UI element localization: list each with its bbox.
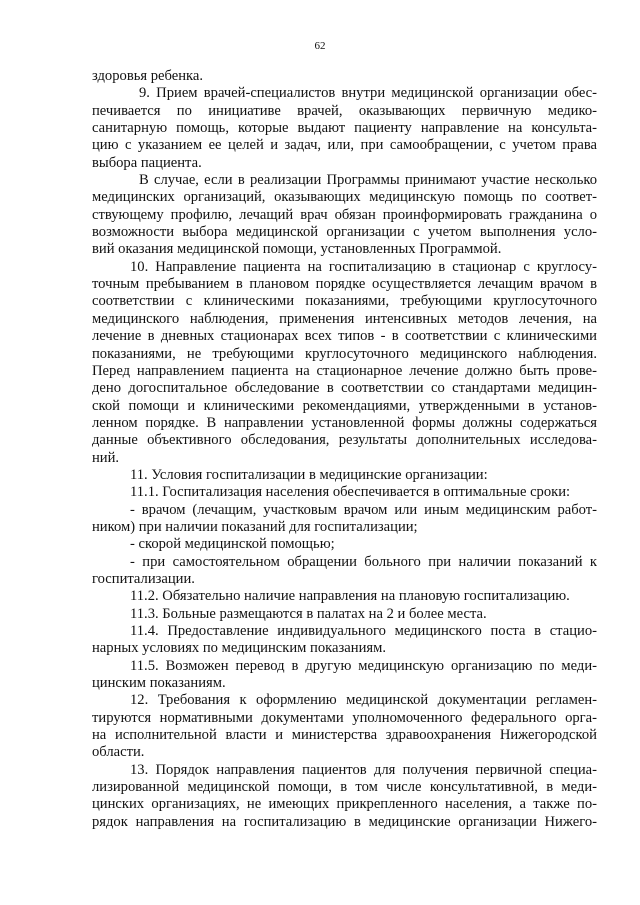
text-line: медицинских организаций, оказывающих медицинскую помощь по соответ- [92, 189, 597, 206]
text-line: 12. Требования к оформлению медицинской документации регламен- [130, 692, 597, 709]
text-line: В случае, если в реализации Программы принимают участие несколько [139, 172, 597, 189]
document-body [92, 68, 597, 831]
text-line: лечение в дневных стационарах всех типов - в соответствии с клиническими [92, 328, 597, 345]
text-line: 9. Прием врачей-специалистов внутри медицинской организации обес- [139, 85, 597, 102]
text-line: цинских организациях, не имеющих прикрепленного населения, а также по- [92, 796, 597, 813]
text-line: показаниями, не требующими круглосуточного медицинского наблюдения. [92, 345, 597, 362]
text-line: точным пребыванием в плановом порядке осуществляется лечащим врачом в [92, 276, 597, 293]
text-line: дено догоспитальное обследование в соответствии со стандартами медицин- [92, 380, 597, 397]
text-line: ствующему профилю, лечащий врач обязан проинформировать гражданина о [92, 206, 597, 223]
text-line: тируются нормативными документами уполномоченного федерального орга- [92, 709, 597, 726]
text-line: 11. Условия госпитализации в медицинские организации: [130, 466, 488, 483]
text-line: цию с указанием ее целей и задач, или, при самообращении, с учетом права [92, 137, 597, 154]
text-line: 11.4. Предоставление индивидуального медицинского поста в стацио- [130, 623, 597, 639]
text-line: здоровья ребенка. [92, 68, 204, 84]
text-line: Перед направлением пациента на стационарное лечение должно быть прове- [92, 362, 597, 379]
text-line: 11.1. Госпитализация населения обеспечивается в оптимальные сроки: [130, 484, 571, 501]
text-line: цинским показаниям. [92, 675, 226, 692]
text-line: 11.3. Больные размещаются в палатах на 2 и более места. [130, 605, 487, 622]
text-line: области. [92, 744, 145, 761]
text-line: ником) при наличии показаний для госпитализации; [92, 518, 418, 535]
text-line: - при самостоятельном обращении больного при наличии показаний к [130, 553, 597, 570]
text-line: нарных условиях по медицинским показаниям. [92, 640, 386, 657]
text-line: соответствии с клиническими показаниями, требующими круглосуточного [92, 293, 597, 310]
text-line: 10. Направление пациента на госпитализацию в стационар с круглосу- [130, 258, 597, 275]
text-line: 11.2. Обязательно наличие направления на плановую госпитализацию. [130, 588, 570, 605]
page-number: 62 [314, 40, 326, 52]
text-line: печивается по инициативе врачей, оказывающих первичную медико- [92, 102, 597, 119]
text-line: данные объективного обследования, результаты дополнительных исследова- [92, 432, 597, 449]
text-line: медицинского наблюдения, применения интенсивных методов лечения, на [92, 310, 597, 327]
text-line: лизированной медицинской помощи, в том числе консультативной, в меди- [92, 779, 597, 796]
text-line: ний. [92, 449, 120, 466]
text-line: - врачом (лечащим, участковым врачом или иным медицинским работ- [130, 501, 597, 518]
text-line: ской помощи и клиническими рекомендациями, утвержденными в установ- [92, 397, 597, 414]
text-line: ленном порядке. В направлении установленной формы должны содержаться [92, 414, 597, 431]
text-line: 11.5. Возможен перевод в другую медицинскую организацию по меди- [130, 657, 597, 674]
text-line: госпитализации. [92, 570, 195, 587]
text-line: вий оказания медицинской помощи, установленных Программой. [92, 241, 502, 258]
text-line: рядок направления на госпитализацию в медицинские организации Нижего- [92, 813, 597, 830]
text-line: санитарную помощь, которые выдают пациенту направление на консульта- [92, 120, 597, 137]
text-line: на исполнительной власти и министерства здравоохранения Нижегородской [92, 727, 597, 744]
text-line: - скорой медицинской помощью; [130, 536, 335, 553]
text-line: выбора пациента. [92, 154, 202, 171]
text-line: возможности выбора медицинской организации с учетом выполнения усло- [92, 224, 597, 241]
text-line: 13. Порядок направления пациентов для получения первичной специа- [130, 761, 597, 778]
